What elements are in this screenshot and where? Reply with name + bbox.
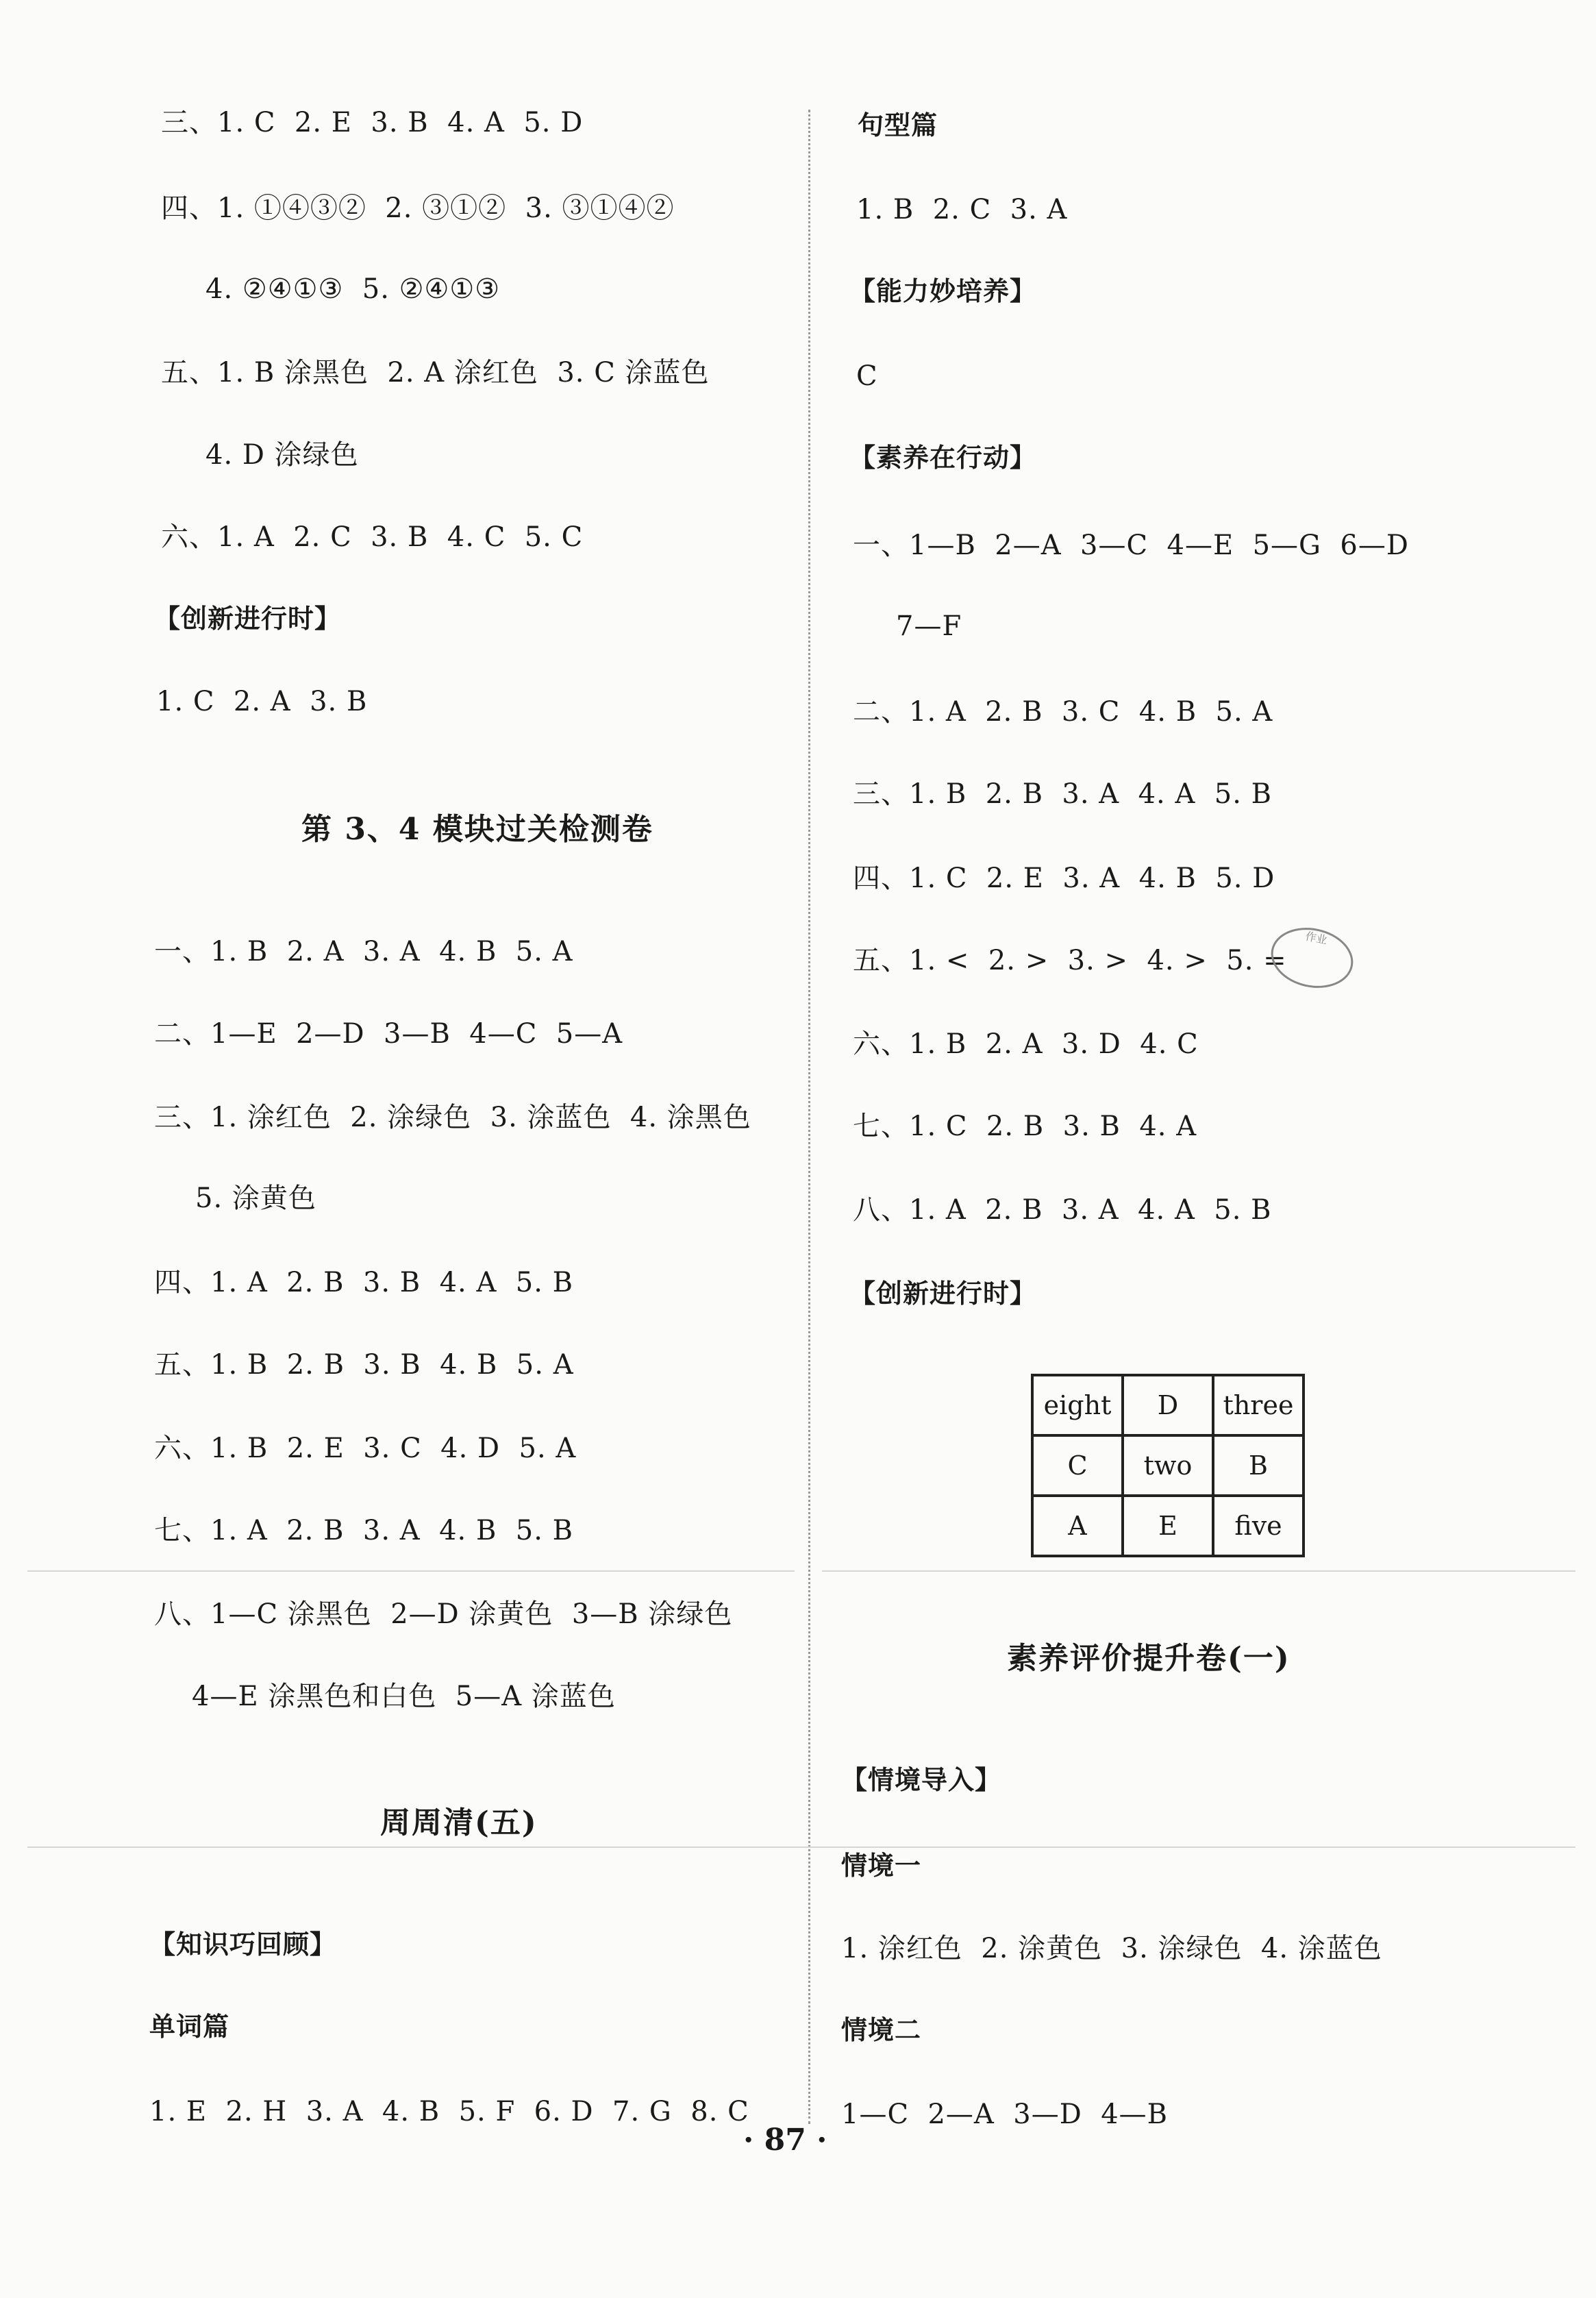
answer-line: 一、1—B 2—A 3—C 4—E 5—G 6—D (853, 530, 1409, 561)
answer-line: 二、1. A 2. B 3. C 4. B 5. A (853, 696, 1273, 728)
answer-line: 四、1. A 2. B 3. B 4. A 5. B (154, 1267, 574, 1298)
answer-line: 1—C 2—A 3—D 4—B (841, 2099, 1169, 2130)
answer-line: 4. D 涂绿色 (205, 439, 359, 471)
grid-cell: five (1213, 1496, 1304, 1556)
section-bracket-label: 【知识巧回顾】 (149, 1929, 337, 1960)
section-title: 周周清(五) (380, 1805, 538, 1840)
answer-line: 三、1. 涂红色 2. 涂绿色 3. 涂蓝色 4. 涂黑色 (154, 1102, 751, 1133)
page-number: · 87 · (743, 2123, 827, 2158)
section-bracket-label: 【素养在行动】 (849, 442, 1037, 473)
section-bracket-label: 【创新进行时】 (849, 1278, 1037, 1309)
answer-line: 1. B 2. C 3. A (856, 194, 1068, 225)
answer-line: 5. 涂黄色 (195, 1183, 316, 1214)
answer-line: 1. 涂红色 2. 涂黄色 3. 涂绿色 4. 涂蓝色 (841, 1933, 1382, 1964)
answer-line: 八、1—C 涂黑色 2—D 涂黄色 3—B 涂绿色 (154, 1598, 733, 1630)
grid-cell: A (1032, 1496, 1123, 1556)
answer-line: 1. E 2. H 3. A 4. B 5. F 6. D 7. G 8. C (149, 2096, 749, 2127)
answer-line: 七、1. A 2. B 3. A 4. B 5. B (154, 1515, 574, 1546)
divider-line (27, 1846, 1575, 1848)
divider-line (822, 1570, 1575, 1572)
divider-line (27, 1570, 795, 1572)
grid-cell: three (1213, 1375, 1304, 1435)
answer-line: 7—F (896, 610, 962, 642)
subsection-label: 句型篇 (858, 110, 938, 140)
answer-line: 八、1. A 2. B 3. A 4. A 5. B (853, 1194, 1272, 1226)
answer-line: 四、1. ①④③② 2. ③①② 3. ③①④② (161, 193, 675, 224)
answer-line: 4. ②④①③ 5. ②④①③ (205, 273, 501, 305)
subsection-label: 情境二 (841, 2014, 922, 2045)
grid-cell: E (1123, 1496, 1213, 1556)
answer-line: 七、1. C 2. B 3. B 4. A (853, 1111, 1197, 1142)
answer-line: 六、1. B 2. E 3. C 4. D 5. A (154, 1433, 577, 1464)
answer-line: 五、1. < 2. > 3. > 4. > 5. = (853, 945, 1287, 976)
grid-cell: D (1123, 1375, 1213, 1435)
answer-line: 三、1. B 2. B 3. A 4. A 5. B (853, 778, 1273, 810)
section-title: 素养评价提升卷(一) (1007, 1641, 1290, 1676)
subsection-label: 情境一 (841, 1850, 922, 1881)
grid-cell: C (1032, 1435, 1123, 1496)
column-divider (808, 110, 810, 2124)
answer-line: 二、1—E 2—D 3—B 4—C 5—A (154, 1018, 623, 1050)
answer-line: 六、1. B 2. A 3. D 4. C (853, 1028, 1199, 1060)
answer-line: 五、1. B 2. B 3. B 4. B 5. A (154, 1349, 574, 1381)
section-bracket-label: 【能力妙培养】 (849, 275, 1037, 306)
grid-cell: B (1213, 1435, 1304, 1496)
answer-line: 三、1. C 2. E 3. B 4. A 5. D (161, 107, 584, 138)
section-bracket-label: 【情境导入】 (841, 1764, 1002, 1795)
watermark-stamp: 作业 (1265, 920, 1358, 995)
answer-line: 四、1. C 2. E 3. A 4. B 5. D (853, 863, 1275, 894)
grid-cell: eight (1032, 1375, 1123, 1435)
grid-cell: two (1123, 1435, 1213, 1496)
section-bracket-label: 【创新进行时】 (154, 603, 342, 634)
answer-line: 五、1. B 涂黑色 2. A 涂红色 3. C 涂蓝色 (161, 357, 710, 388)
subsection-label: 单词篇 (149, 2011, 230, 2042)
answer-line: 一、1. B 2. A 3. A 4. B 5. A (154, 936, 573, 967)
answer-line: 1. C 2. A 3. B (156, 686, 368, 717)
answer-line: 六、1. A 2. C 3. B 4. C 5. C (161, 521, 584, 553)
answer-line: C (856, 360, 878, 392)
section-title: 第 3、4 模块过关检测卷 (301, 812, 653, 847)
answer-line: 4—E 涂黑色和白色 5—A 涂蓝色 (192, 1681, 616, 1712)
answer-grid (1031, 1374, 1305, 1557)
